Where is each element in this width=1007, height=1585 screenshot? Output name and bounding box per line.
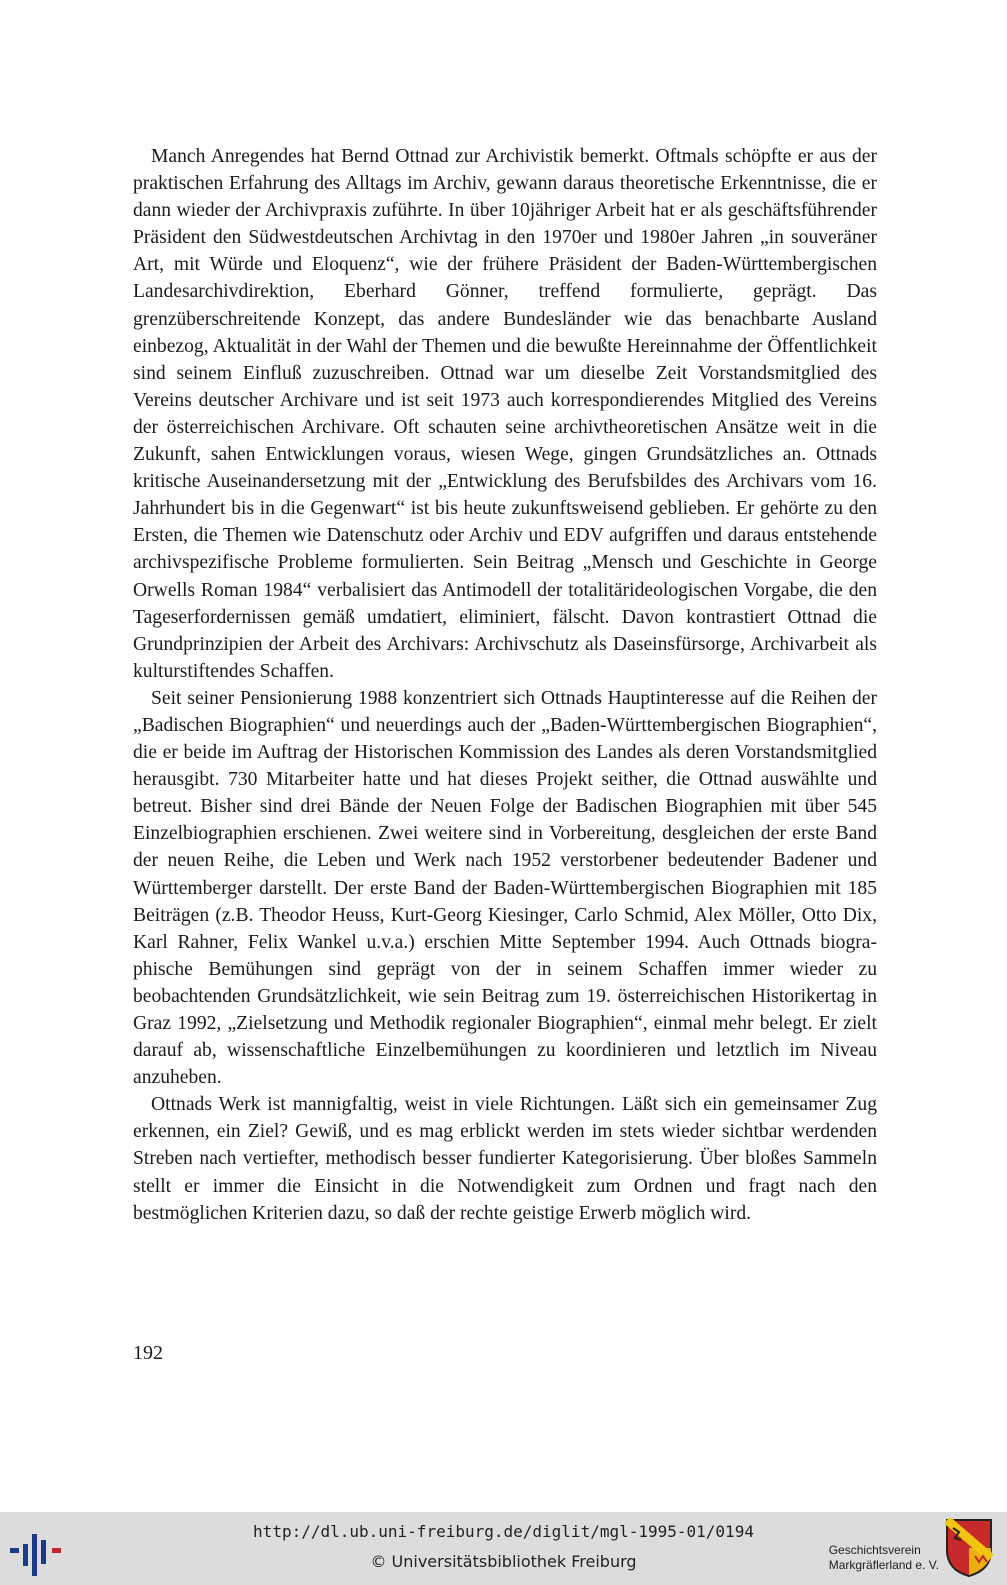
footer-bar <box>0 1512 1007 1585</box>
society-line-2: Markgräflerland e. V. <box>828 1558 939 1572</box>
coat-of-arms-icon <box>945 1518 993 1578</box>
society-line-1: Geschichtsverein <box>828 1543 921 1557</box>
page-number: 192 <box>133 1342 163 1364</box>
society-name <box>829 1543 939 1573</box>
body-text <box>133 143 877 1227</box>
paragraph-3: Ottnads Werk ist mannigfaltig, weist in viele Richtungen. Läßt sich ein gemeinsamer Zug erkennen, ein Ziel? Gewiß, und es mag erblickt werden im stets wieder sichtbar werdenden Streben nach vertiefter, methodisch besser fundierter Kategorisierung. Über bloßes Sammeln stellt er immer die Einsicht in die Notwendigkeit zum Ordnen und fragt nach den bestmöglichen Kriterien dazu, so daß der rechte geistige Erwerb möglich wird. <box>133 1094 877 1224</box>
paragraph-1: Manch Anregendes hat Bernd Ottnad zur Archivistik bemerkt. Oftmals schöpfte er aus der praktischen Erfahrung des Alltags im Archiv, gewann daraus theoretische Erkenntnisse, die er dann wieder der Archivpraxis zuführte. In über 10jähriger Arbeit hat er als geschäftsführender Präsident den Südwestdeutschen Archivtag in den 1970er und 1980er Jahren „in souveräner Art, mit Würde und Eloquenz“, wie der frühere Präsident der Baden-Württembergischen Landesarchivdirektion, Eberhard Gönner, treffend formulierte, geprägt. Das grenzüberschreitende Konzept, das andere Bundesländer wie das benachbarte Ausland einbezog, Aktualität in der Wahl der Themen und die bewußte Hereinnahme der Öffentlichkeit sind seinem Einfluß zuzuschreiben. Ottnad war um dieselbe Zeit Vorstandsmitglied des Vereins deutscher Archivare und ist seit 1973 auch korrespondierendes Mitglied des Vereins der österreichischen Archivare. Oft schauten seine archivtheoretischen Ansätze weit in die Zukunft, sahen Entwicklungen voraus, wiesen Wege, gingen Grundsätzliches an. Ottnads kritische Auseinandersetzung mit der „Entwicklung des Berufsbildes des Archivars vom 16. Jahrhundert bis in die Gegenwart“ ist bis heute zukunftsweisend geblieben. Er gehörte zu den Ersten, die Themen wie Datenschutz oder Archiv und EDV aufgriffen und daraus entstehende archivspezifische Probleme formulierten. Sein Beitrag „Mensch und Geschichte in George Orwells Roman 1984“ verbalisiert das Antimodell der totalitärideologischen Vorgabe, die den Tageserfordernissen gemäß umdatiert, eliminiert, fälscht. Davon kontrastiert Ottnad die Grundprinzipien der Arbeit des Archivars: Archivschutz als Daseinsfürsorge, Archivarbeit als kulturstiftendes Schaffen. <box>133 146 877 682</box>
paragraph-2: Seit seiner Pensionierung 1988 konzentriert sich Ottnads Hauptinteresse auf die Reihen der „Badischen Biographien“ und neuerdings auch der „Baden-Württembergischen Biographien“, die er beide im Auftrag der Historischen Kommission des Landes als deren Vorstandsmitglied herausgibt. 730 Mitarbeiter hatte und hat dieses Projekt seither, die Ottnad auswählte und betreut. Bisher sind drei Bände der Neuen Folge der Badischen Biographien mit über 545 Einzelbiographien erschienen. Zwei weitere sind in Vorbereitung, desgleichen der erste Band der neuen Reihe, die Leben und Werk nach 1952 verstorbener bedeutender Badener und Württemberger darstellt. Der erste Band der Baden-Württembergischen Biographien mit 185 Beiträgen (z.B. Theodor Heuss, Kurt-Georg Kiesinger, Carlo Schmid, Alex Möller, Otto Dix, Karl Rahner, Felix Wankel u.v.a.) erschien Mitte September 1994. Auch Ottnads biographische Bemühungen sind geprägt von der in seinem Schaffen immer wieder zu beobachtenden Grundsätzlichkeit, wie sein Beitrag zum 19. österreichischen Historikertag in Graz 1992, „Zielsetzung und Methodik regionaler Biographien“, einmal mehr belegt. Er zielt darauf ab, wissenschaftliche Einzelbemühungen zu koordinieren und letztlich im Niveau anzuheben. <box>133 687 877 1089</box>
footer-copyright: © Universitätsbibliothek Freiburg <box>370 1552 637 1571</box>
footer-url-link[interactable]: http://dl.ub.uni-freiburg.de/diglit/mgl-1995-01/0194 <box>253 1522 754 1541</box>
